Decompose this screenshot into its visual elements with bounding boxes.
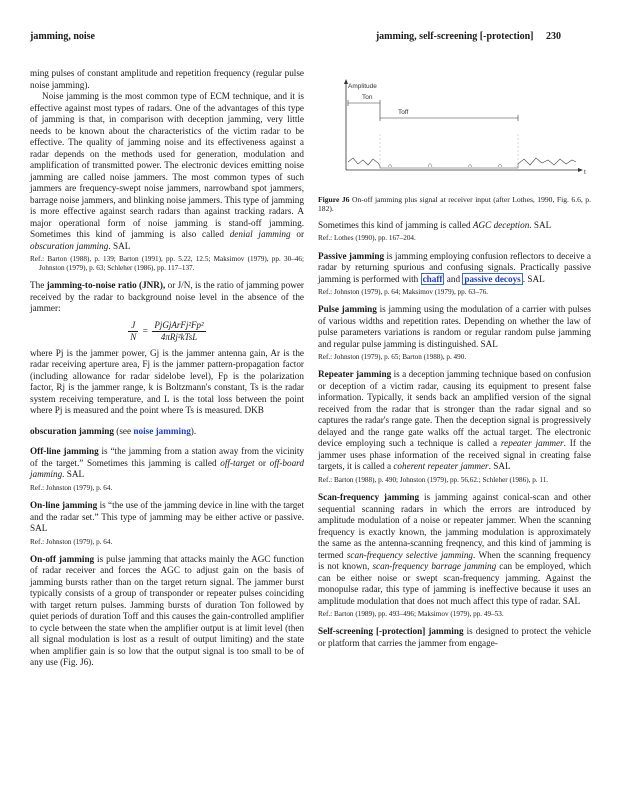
running-header-left: jamming, noise [30, 31, 95, 42]
axis-label-t: t [584, 169, 586, 176]
figure-caption: Figure J6 On-off jamming plus signal at receiver input (after Lothes, 1990, Fig. 6.6, p. 182). [318, 195, 591, 214]
left-column [30, 68, 304, 669]
entry-obscuration: obscuration jamming (see noise jamming). [30, 425, 197, 436]
reference: Ref.: Johnston (1979), p. 64. [30, 537, 113, 546]
label-ton: Ton [362, 94, 373, 101]
entry-offline: Off-line jamming is “the jamming from a station away from the vicinity of the target.” Sometimes this jamming is called off-target or off-board jamming. SAL [30, 446, 304, 480]
entry-pulse: Pulse jamming is jamming using the modulation of a carrier with pulses of various widths and repetition rates. Depending on whether the law of pulse parameters variations is random or regular random pulse jamming and regular pulse jamming is distinguished. SAL [318, 304, 591, 349]
header-title: jamming, self-screening [-protection] [375, 31, 534, 42]
reference: Ref.: Barton (1988), p. 139; Barton (1991), pp. 5.22, 12.5; Maksimov (1979), pp. 30–46; Johnston (1979), p. 63; Schleher (1986), pp. 117–137. [30, 255, 304, 273]
reference: Ref.: Lothes (1990), pp. 167–204. [318, 234, 416, 243]
entry-self-screening: Self-screening [-protection] jamming is designed to protect the vehicle or platform that carries the jammer from engage- [318, 626, 591, 648]
reference: Ref.: Johnston (1979), p. 64; Maksimov (1979), pp. 63–76. [318, 288, 489, 297]
on-off-jamming-diagram [318, 74, 591, 192]
reference: Ref.: Barton (1988), p. 490; Johnston (1979), pp. 56,62.; Schleher (1986), p. 11. [318, 475, 549, 484]
label-toff: Toff [398, 109, 409, 116]
paragraph: ming pulses of constant amplitude and repetition frequency (regular pulse noise jamming). [30, 68, 304, 90]
axis-label-amplitude: Amplitude [348, 83, 377, 90]
running-header-right [376, 31, 561, 42]
link-noise-jamming[interactable]: noise jamming [133, 425, 191, 436]
entry-onoff: On-off jamming is pulse jamming that attacks mainly the AGC function of radar receiver and forces the AGC to adjust gain on the basis of jamming bursts rather than on the target return signal. The jammer burst typically consists of a group of transponder or repeater pulses coinciding with target return pulses. Jamming bursts of duration Ton followed by quiet periods of duration Toff and this causes the gain-controlled amplifier to cycle between the state when the amplifier output is at limit level (then all signal modulation is lost as a result of output limiting) and the state when amplifier gain is so low that the output signal is too small to be of any use (Fig. J6). [30, 553, 305, 668]
reference: Ref.: Johnston (1979), p. 65; Barton (1988), p. 490. [318, 353, 467, 362]
entry-jnr: The jamming-to-noise ratio (JNR), or J/N, is the ratio of jamming power received by the radar to background noise level in the absence of the jammer: [30, 280, 304, 314]
reference: Ref.: Barton (1989), pp. 493–496; Maksimov (1979), pp. 49–53. [318, 610, 504, 619]
page-number: 230 [546, 31, 561, 42]
reference: Ref.: Johnston (1979), p. 64. [30, 483, 113, 492]
paragraph-where: where Pj is the jammer power, Gj is the jammer antenna gain, Ar is the radar receiving aperture area, Fj is the jammer pattern-propagation factor (including allowance for radar sidelobe level), Fp is the polarization factor, Rj is the jammer range, k is Boltzmann's constant, Ts is the radar system receiving temperature, and L is the total loss between the point where Pj is measured and the point where Ts is measured. DKB [30, 347, 304, 416]
entry-online: On-line jamming is “the use of the jamming device in line with the target and the radar set.” This type of jamming may be either active or passive. SAL [30, 500, 305, 534]
entry-passive: Passive jamming is jamming employing confusion reflectors to deceive a radar by returning spurious and confusing signals. Practically passive jamming is performed with chaff and passive decoys . SAL [318, 250, 591, 284]
right-column [318, 74, 591, 649]
link-chaff[interactable]: chaff [422, 273, 443, 284]
eq-lhs: $\frac{J}{N}$ [130, 319, 137, 342]
link-passive-decoys[interactable]: passive decoys [464, 273, 521, 284]
eq-rhs: $\frac{\text{PjGjArFj²Fp²}}{\text{4πRj²kTsL}}$ [154, 319, 204, 342]
paragraph-agc: Sometimes this kind of jamming is called AGC deception. SAL [318, 219, 552, 230]
paragraph-noise-jamming: Noise jamming is the most common type of ECM technique, and it is effective against most types of radars. One of the advantages of this type of jamming is that, in comparison with deception jamming, very little needs to be known about the characteristics of the victim radar to be effective. The quality of jamming noise and its effectiveness against a radar depends on the methods used for generation, modulation and amplification of transmitted power. The electronic devices emitting noise jamming are called noise jammers. The most common types of such jammers are frequency-swept noise jammers, narrowband spot jammers, barrage noise jammers, and blinking noise jammers. This type of jamming is more effective against search radars than against tracking radars. A major operational form of noise jamming is stand-off jamming. Sometimes this kind of jamming is also called denial jamming or obscuration jamming. SAL [30, 91, 305, 251]
figure-j6 [318, 74, 591, 192]
jnr-equation: $\frac{J}{N}$ = $\frac{\text{PjGjArFj²Fp²}}{\text{4πRj²kTsL}}$ [130, 319, 204, 342]
entry-scan-frequency: Scan-frequency jamming is jamming against conical-scan and other sequential scanning radars in which the errors are introduced by amplitude modulation of a noise or repeater jammer. When the scanning frequency is exactly known, the jamming modulation is approximately the same as the antenna-scanning freqnency, and this kind of jamming is termed scan-frequency selective jamming. When the scanning frequency is not known, scan-frequency barrage jamming can be employed, which can be either noise or swept scan-frequency jamming. Against the monopulse radar, this type of jamming is ineffective because it uses an amplitude modulation that does not much affect this type of radar. SAL [318, 492, 592, 606]
entry-repeater: Repeater jamming is a deception jamming technique based on confusion or deception of a victim radar, causing its equipment to present false information. Typically, it sends back an amplified version of the signal received from the radar that is stronger than the radar signal and so captures the radar's range gate. Then the deception signal is progressively delayed and the range gate walks off the actual target. The electronic device employing such a technique is called a repeater jammer. If the jammer uses phase information of the received signal in creating false targets, it is called a coherent repeater jammer. SAL [318, 369, 592, 472]
